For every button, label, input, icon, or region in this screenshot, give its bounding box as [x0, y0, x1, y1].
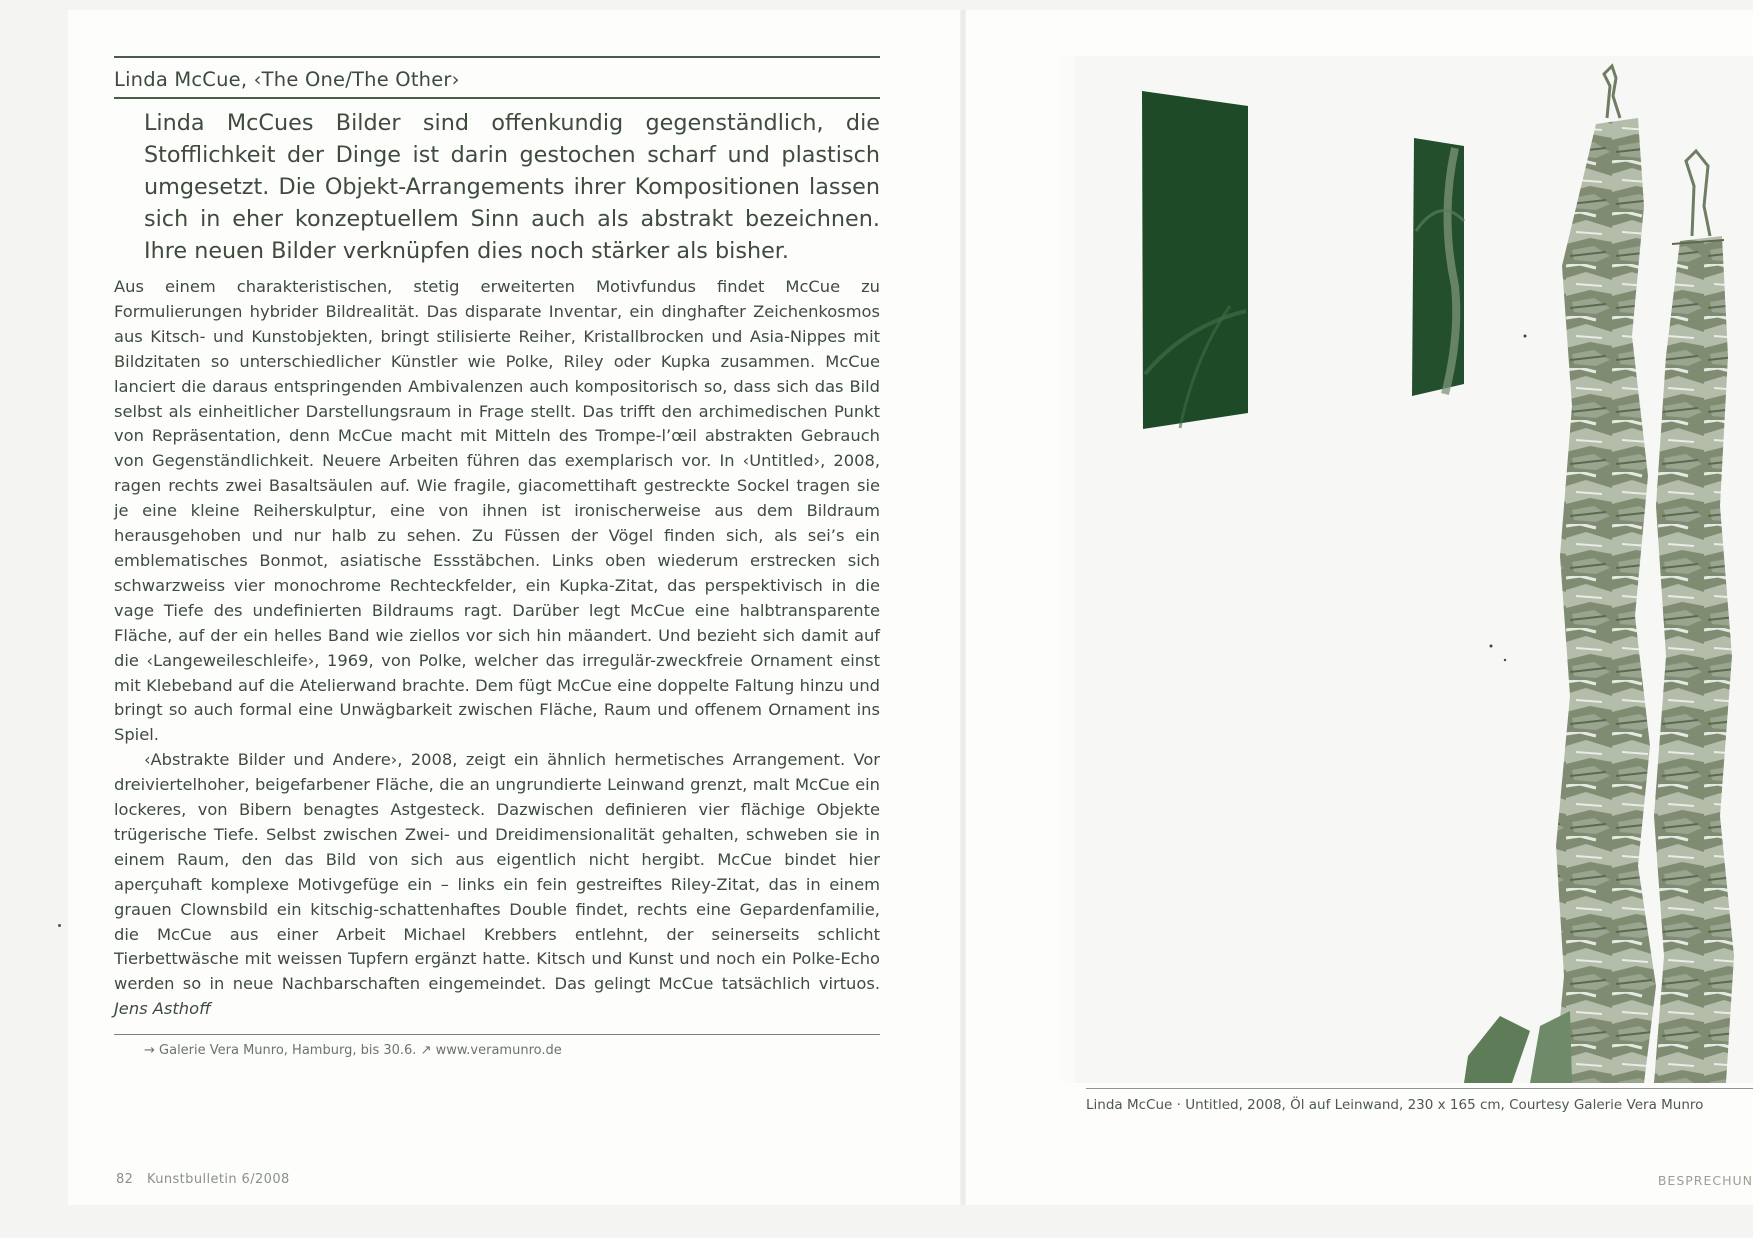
- body-paragraph-1: Aus einem charakteristischen, stetig erweiterten Motivfundus findet McCue zu Formulierungen hybrider Bildrealität. Das disparate Inventar, ein dinghafter Zeichenkosmos aus Kitsch- und Kunstobjekten, bringt stilisierte Reiher, Kristallbrocken und Asia-Nippes mit Bildzitaten so unterschiedlicher Künstler wie Polke, Riley oder Kupka zusammen. McCue lanciert die daraus entspringenden Ambivalenzen auch kompositorisch so, dass sich das Bild selbst als einheitlicher Darstellungsraum in Frage stellt. Das trifft den archimedischen Punkt von Repräsentation, denn McCue macht mit Mitteln des Trompe-l’œil abstrakten Gebrauch von Gegenständlichkeit. Neuere Arbeiten führen das exemplarisch vor. In ‹Untitled›, 2008, ragen rechts zwei Basaltsäulen auf. Wie fragile, giacomettihaft gestreckte Sockel tragen sie je eine kleine Reiherskulptur, eine von ihnen ist ironischerweise aus dem Bildraum herausgehoben und nur halb zu sehen. Zu Füssen der Vögel finden sich, als sei’s ein emblematisches Bonmot, asiatische Essstäbchen. Links oben wiederum erstrecken sich schwarzweiss vier monochrome Rechteckfelder, ein Kupka-Zitat, das perspektivisch in die vage Tiefe des undefinierten Bildraums ragt. Darüber legt McCue eine halbtransparente Fläche, auf der ein helles Band wie ziellos vor sich hin mäandert. Und bezieht sich damit auf die ‹Langeweileschleife›, 1969, von Polke, welcher das irregulär-zweckfreie Ornament einst mit Klebeband auf die Atelierwand brachte. Dem fügt McCue eine doppelte Faltung hinzu und bringt so auch formal eine Unwägbarkeit zwischen Fläche, Raum und offenem Ornament ins Spiel.: [114, 277, 880, 745]
- body-paragraph-2: [114, 748, 880, 1022]
- section-label: BESPRECHUN: [1657, 1173, 1753, 1188]
- article-headline: Linda McCue, ‹The One/The Other›: [114, 68, 460, 91]
- basalt-column-right: [1654, 236, 1734, 1083]
- artwork-image: [1060, 56, 1753, 1083]
- article-column: [114, 56, 880, 1058]
- page-folio: 82 Kunstbulletin 6/2008: [116, 1172, 290, 1187]
- painting-untitled-2008: [1060, 56, 1753, 1083]
- article-lead: Linda McCues Bilder sind offenkundig gegenständlich, die Stofflichkeit der Dinge ist darin gestochen scharf und plastisch umgesetzt. Die Objekt-Arrangements ihrer Kompositionen lassen sich in eher konzeptuellem Sinn auch als abstrakt bezeichnen. Ihre neuen Bilder verknüpfen dies noch stärker als bisher.: [144, 110, 880, 264]
- artwork-caption: Linda McCue · Untitled, 2008, Öl auf Leinwand, 230 x 165 cm, Courtesy Galerie Vera Munro: [1086, 1097, 1704, 1113]
- author-name: Jens Asthoff: [114, 999, 211, 1019]
- article-end-rule: [114, 1034, 880, 1035]
- caption-rule: [1086, 1088, 1753, 1089]
- body-paragraph-2-text: ‹Abstrakte Bilder und Andere›, 2008, zeigt ein ähnlich hermetisches Arrangement. Vor dreiviertelhoher, beigefarbener Fläche, die an ungrundierte Leinwand grenzt, malt McCue ein lockeres, von Bibern benagtes Astgesteck. Dazwischen definieren vier flächige Objekte trügerische Tiefe. Selbst zwischen Zwei- und Dreidimensionalität gehalten, schweben sie in einem Raum, den das Bild von sich aus eigentlich nicht hergibt. McCue bindet hier aperçuhaft komplexe Motivgefüge ein – links ein fein gestreiftes Riley-Zitat, das in einem grauen Clownsbild ein kitschig-schattenhaftes Double findet, rechts eine Gepardenfamilie, die McCue aus einer Arbeit Michael Krebbers entlehnt, der seinerseits schlicht Tierbettwäsche mit weissen Tupfern ergänzt hatte. Kitsch und Kunst und noch ein Polke-Echo werden so in neue Nachbarschaften eingemeindet. Das gelingt McCue tatsächlich virtuos.: [114, 750, 880, 994]
- article-body: [114, 275, 880, 1022]
- headline-rule-bottom: [114, 97, 880, 99]
- scan-speck: [58, 924, 61, 927]
- exhibition-info: → Galerie Vera Munro, Hamburg, bis 30.6. ↗ www.veramunro.de: [144, 1043, 562, 1059]
- headline-rule-top: [114, 56, 880, 58]
- page-gutter: [960, 10, 966, 1205]
